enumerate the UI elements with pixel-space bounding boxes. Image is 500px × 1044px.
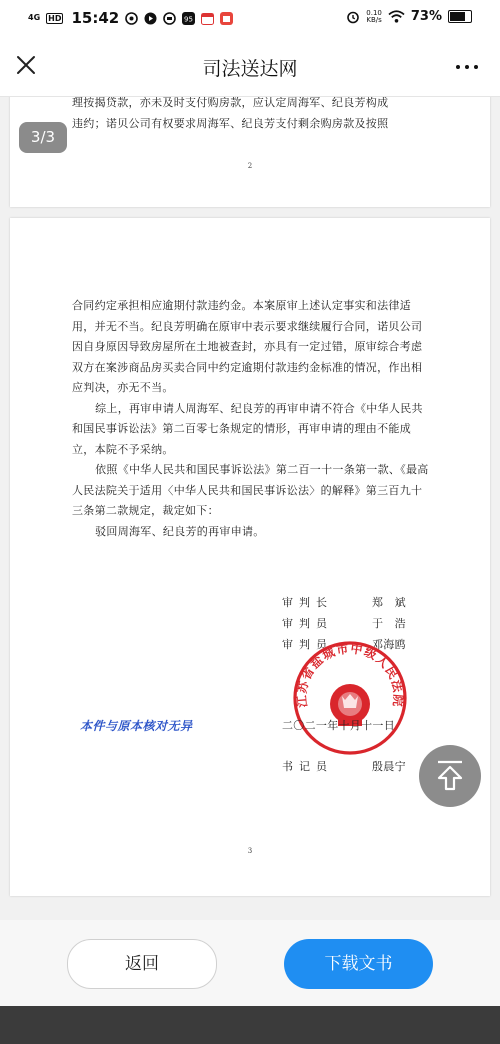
network-speed [366, 10, 382, 24]
page-number: 3 [247, 847, 253, 855]
battery-percent: 73% [410, 9, 442, 24]
speed-unit: KB/s [366, 15, 382, 24]
document-page-3 [10, 218, 490, 896]
calendar-app-icon [201, 12, 214, 25]
text-line: 理按揭贷款，亦未及时支付购房款，应认定周海军、纪良芳构成 [72, 97, 389, 109]
status-left [28, 9, 233, 27]
verification-stamp: 本件与原本核对无异 [80, 719, 193, 733]
network-indicator: 4G [28, 13, 41, 22]
notification-app-icon [182, 12, 195, 25]
notification-app-icon [125, 12, 138, 25]
paragraph: 综上，再审申请人周海军、纪良芳的再审申请不符合《中华人民共和国民事诉讼法》第二百零七条规定的情形，再审申请的理由不能成立，本院不予采纳。 [72, 401, 423, 456]
clerk-role: 书记员 [282, 760, 333, 773]
page-number: 2 [247, 162, 253, 170]
document-page-2 [10, 97, 490, 207]
hd-indicator: HD [48, 13, 62, 23]
signature-role: 审判长 [282, 596, 333, 609]
paragraph: 依照《中华人民共和国民事诉讼法》第二百一十一条第一款、《最高人民法院关于适用〈中华人民共和国民事诉讼法〉的解释》第三百九十三条第二款规定，裁定如下： [72, 463, 429, 517]
text-line: 违约；诺贝公司有权要求周海军、纪良芳支付剩余购房款及按照 [72, 116, 389, 130]
paragraph: 驳回周海军、纪良芳的再审申请。 [95, 524, 265, 538]
battery-icon [448, 10, 472, 23]
signature-name: 于 浩 [372, 617, 406, 630]
page-indicator: 3/3 [19, 122, 67, 153]
bottom-action-bar [0, 920, 500, 1006]
signature-role: 审判员 [282, 617, 333, 630]
notification-app-icon [163, 12, 176, 25]
signature-name: 邓海鸥 [372, 638, 406, 651]
clock: 15:42 [71, 9, 120, 27]
page3-body [72, 296, 430, 542]
shopping-app-icon [220, 12, 233, 25]
speed-value: 0.10 [366, 8, 382, 17]
court-seal [290, 638, 410, 758]
system-navigation-bar [0, 1006, 500, 1044]
clerk-name: 殷晨宁 [372, 760, 406, 773]
notification-app-icon [144, 12, 157, 25]
back-button[interactable]: 返回 [67, 939, 217, 989]
download-document-button[interactable]: 下载文书 [284, 939, 433, 989]
svg-text:95: 95 [184, 15, 194, 23]
paragraph: 合同约定承担相应逾期付款违约金。本案原审上述认定事实和法律适用，并无不当。纪良芳明确在原审中表示要求继续履行合同，诺贝公司因自身原因导致房屋所在土地被查封，亦具有一定过错，原审综合考虑双方在案涉商品房买卖合同中约定逾期付款违约金标准的情况，作出相应判决，亦无不当。 [72, 299, 423, 394]
more-menu-icon[interactable] [456, 65, 478, 69]
status-bar [0, 0, 500, 36]
page-title: 司法送达网 [202, 58, 298, 80]
signature-role: 审判员 [282, 638, 333, 651]
status-right [346, 9, 472, 24]
ruling-date: 二〇二一年十月十一日 [282, 719, 395, 732]
navigation-bar [0, 36, 500, 97]
page2-text [72, 97, 430, 134]
back-to-top-button[interactable] [419, 745, 481, 807]
signature-name: 郑 斌 [372, 596, 406, 609]
arrow-up-icon [419, 745, 481, 807]
wifi-icon [388, 10, 405, 23]
seal-text: 江苏省盐城市中级人民法院 [294, 641, 406, 709]
alarm-icon [346, 10, 360, 24]
